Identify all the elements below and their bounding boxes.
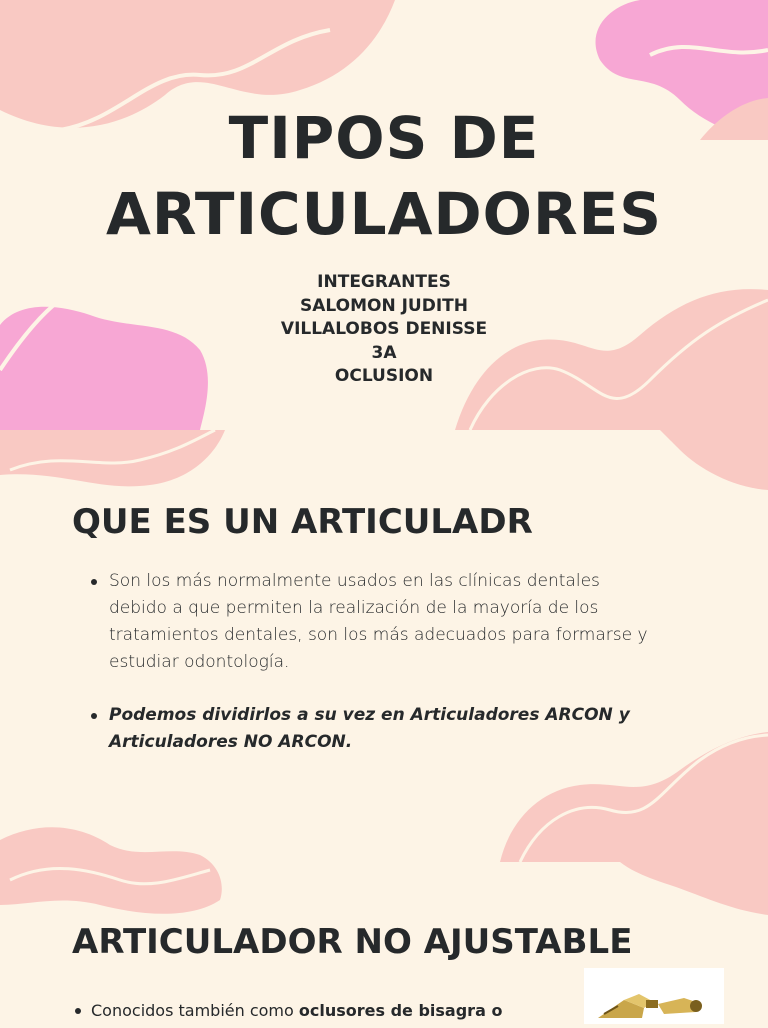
list-item — [74, 998, 574, 1024]
member-name: SALOMON JUDITH — [300, 295, 468, 316]
page-title — [0, 100, 768, 252]
members-block — [0, 271, 768, 389]
section-heading-articulador: QUE ES UN ARTICULADR — [72, 502, 533, 542]
list-item-text: Conocidos también como — [91, 1001, 299, 1020]
group-label: 3A — [371, 342, 397, 363]
articulator-image-icon — [584, 968, 724, 1024]
articulator-photo — [584, 968, 724, 1024]
title-line-2: ARTICULADORES — [105, 180, 663, 248]
section-heading-no-ajustable: ARTICULADOR NO AJUSTABLE — [72, 922, 633, 962]
section-bullets — [74, 998, 574, 1024]
bullet-dot-icon — [75, 1008, 81, 1014]
list-item — [90, 702, 650, 756]
member-name: VILLALOBOS DENISSE — [280, 319, 488, 339]
list-item-bold-text: oclusores de bisagra o — [298, 1001, 503, 1020]
bullet-dot-icon — [91, 713, 97, 719]
title-line-1: TIPOS DE — [228, 104, 540, 172]
list-item — [90, 568, 650, 676]
bullet-dot-icon — [91, 579, 97, 585]
members-heading: INTEGRANTES — [317, 272, 451, 292]
list-item-text: Son los más normalmente usados en las clínicas dentales debido a que permiten la realización de la mayoría de los tratamientos dentales, son los más adecuados para formarse y estudiar odontología. — [109, 571, 648, 672]
list-item-text: Podemos dividirlos a su vez en Articuladores ARCON y Articuladores NO ARCON. — [109, 705, 630, 752]
section-bullets — [90, 568, 650, 756]
course-label: OCLUSION — [334, 366, 434, 386]
